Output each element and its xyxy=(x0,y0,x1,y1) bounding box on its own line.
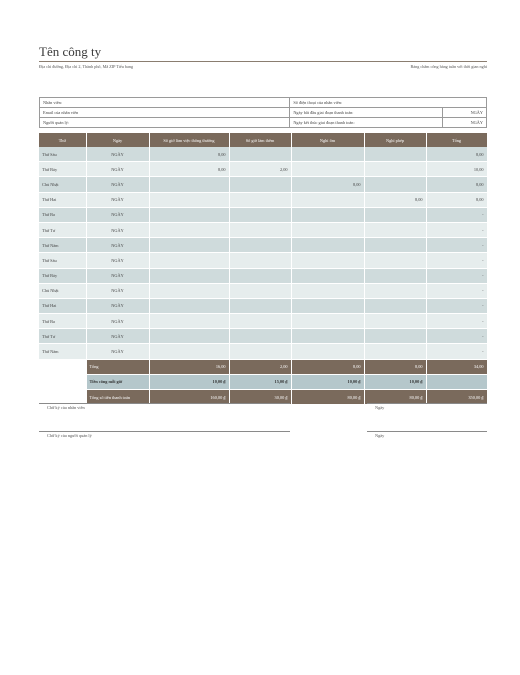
date-cell[interactable]: NGÀY xyxy=(86,283,149,298)
overtime-cell[interactable] xyxy=(229,177,291,192)
regular-hours-cell[interactable] xyxy=(149,298,229,313)
total-cell: 8,00 xyxy=(426,192,487,207)
vacation-cell[interactable] xyxy=(364,298,426,313)
date-cell[interactable]: NGÀY xyxy=(86,162,149,177)
sick-cell[interactable] xyxy=(291,298,364,313)
day-cell: Thứ Sáu xyxy=(39,147,86,162)
company-address: Địa chỉ đường, Địa chỉ 2, Thành phố, Mã ZIP Tiểu bang xyxy=(39,64,134,69)
sick-cell[interactable] xyxy=(291,207,364,222)
overtime-cell[interactable] xyxy=(229,329,291,344)
regular-hours-cell[interactable] xyxy=(149,253,229,268)
table-row xyxy=(39,298,487,313)
vacation-cell[interactable] xyxy=(364,238,426,253)
employee-phone-field[interactable]: Số điện thoại của nhân viên: xyxy=(290,98,487,108)
employee-info-table xyxy=(39,97,487,128)
day-cell: Chủ Nhật xyxy=(39,177,86,192)
sick-cell[interactable] xyxy=(291,283,364,298)
regular-hours-cell[interactable] xyxy=(149,268,229,283)
sick-cell[interactable] xyxy=(291,147,364,162)
column-header: Số giờ làm thêm xyxy=(229,133,291,147)
manager-date-line[interactable] xyxy=(367,431,487,432)
total-row xyxy=(39,359,487,374)
rate-label: Tiền công mỗi giờ xyxy=(86,374,149,389)
sick-cell[interactable] xyxy=(291,192,364,207)
total-cell: - xyxy=(426,298,487,313)
table-row xyxy=(39,344,487,359)
vacation-cell[interactable] xyxy=(364,268,426,283)
pay-cell: 160,00 ₫ xyxy=(149,390,229,405)
regular-hours-cell[interactable] xyxy=(149,207,229,222)
total-cell: 16,00 xyxy=(149,359,229,374)
overtime-cell[interactable] xyxy=(229,314,291,329)
total-cell: 8,00 xyxy=(291,359,364,374)
vacation-cell[interactable] xyxy=(364,283,426,298)
date-cell[interactable]: NGÀY xyxy=(86,222,149,237)
table-row xyxy=(39,192,487,207)
employee-date-label: Ngày xyxy=(375,405,385,410)
pay-cell: 350,00 ₫ xyxy=(426,390,487,405)
sick-cell[interactable] xyxy=(291,253,364,268)
day-cell: Thứ Hai xyxy=(39,192,86,207)
vacation-cell[interactable] xyxy=(364,344,426,359)
total-cell: - xyxy=(426,238,487,253)
pay-label: Tổng số tiền thanh toán xyxy=(86,390,149,405)
overtime-cell[interactable] xyxy=(229,207,291,222)
overtime-cell[interactable] xyxy=(229,283,291,298)
company-name: Tên công ty xyxy=(39,44,102,59)
manager-signature-label: Chữ ký của người quản lý xyxy=(47,433,92,438)
column-header: Thứ xyxy=(39,133,86,147)
rate-cell-empty xyxy=(426,374,487,389)
day-cell: Chủ Nhật xyxy=(39,283,86,298)
vacation-cell[interactable] xyxy=(364,177,426,192)
period-end-value[interactable]: NGÀY xyxy=(443,118,487,128)
overtime-cell[interactable]: 2,00 xyxy=(229,162,291,177)
employee-email-field[interactable]: Email của nhân viên xyxy=(40,108,290,118)
vacation-cell[interactable] xyxy=(364,162,426,177)
table-row xyxy=(39,314,487,329)
total-cell: 8,00 xyxy=(426,177,487,192)
summary-spacer xyxy=(39,359,86,374)
day-cell: Thứ Bảy xyxy=(39,162,86,177)
sick-cell[interactable] xyxy=(291,162,364,177)
table-row xyxy=(39,207,487,222)
table-row xyxy=(39,329,487,344)
regular-hours-cell[interactable] xyxy=(149,283,229,298)
rate-cell[interactable]: 15,00 ₫ xyxy=(229,374,291,389)
table-row xyxy=(39,253,487,268)
total-cell: - xyxy=(426,222,487,237)
day-cell: Thứ Hai xyxy=(39,298,86,313)
day-cell: Thứ Ba xyxy=(39,207,86,222)
day-cell: Thứ Bảy xyxy=(39,268,86,283)
column-header: Tổng xyxy=(426,133,487,147)
summary-spacer xyxy=(39,374,86,389)
vacation-cell[interactable] xyxy=(364,253,426,268)
employee-field[interactable]: Nhân viên: xyxy=(40,98,290,108)
regular-hours-cell[interactable] xyxy=(149,344,229,359)
rate-cell[interactable]: 10,00 ₫ xyxy=(149,374,229,389)
regular-hours-cell[interactable] xyxy=(149,177,229,192)
manager-date-label: Ngày xyxy=(375,433,385,438)
period-start-value[interactable]: NGÀY xyxy=(443,108,487,118)
vacation-cell[interactable] xyxy=(364,314,426,329)
vacation-cell[interactable]: 8,00 xyxy=(364,192,426,207)
overtime-cell[interactable] xyxy=(229,344,291,359)
total-label: Tổng xyxy=(86,359,149,374)
vacation-cell[interactable] xyxy=(364,207,426,222)
table-row xyxy=(39,222,487,237)
rate-row xyxy=(39,374,487,389)
regular-hours-cell[interactable] xyxy=(149,314,229,329)
timesheet-table xyxy=(39,133,488,405)
total-cell: - xyxy=(426,344,487,359)
sick-cell[interactable]: 8,00 xyxy=(291,177,364,192)
day-cell: Thứ Tư xyxy=(39,222,86,237)
date-cell[interactable]: NGÀY xyxy=(86,268,149,283)
vacation-cell[interactable] xyxy=(364,222,426,237)
manager-signature-line[interactable] xyxy=(39,431,290,432)
regular-hours-cell[interactable]: 8,00 xyxy=(149,162,229,177)
document-subtitle: Bảng chấm công hàng tuần với thời gian nghỉ xyxy=(410,64,487,69)
regular-hours-cell[interactable] xyxy=(149,222,229,237)
date-cell[interactable]: NGÀY xyxy=(86,177,149,192)
vacation-cell[interactable] xyxy=(364,147,426,162)
regular-hours-cell[interactable]: 8,00 xyxy=(149,147,229,162)
regular-hours-cell[interactable] xyxy=(149,238,229,253)
total-cell: 34,00 xyxy=(426,359,487,374)
overtime-cell[interactable] xyxy=(229,222,291,237)
day-cell: Thứ Tư xyxy=(39,329,86,344)
day-cell: Thứ Năm xyxy=(39,238,86,253)
table-row xyxy=(39,147,487,162)
pay-cell: 80,00 ₫ xyxy=(364,390,426,405)
date-cell[interactable]: NGÀY xyxy=(86,147,149,162)
vacation-cell[interactable] xyxy=(364,329,426,344)
sick-cell[interactable] xyxy=(291,344,364,359)
total-cell: - xyxy=(426,268,487,283)
total-cell: - xyxy=(426,207,487,222)
overtime-cell[interactable] xyxy=(229,268,291,283)
rate-cell[interactable]: 10,00 ₫ xyxy=(364,374,426,389)
total-cell: 2,00 xyxy=(229,359,291,374)
period-start-label: Ngày bắt đầu giai đoạn thanh toán: xyxy=(290,108,443,118)
total-cell: 8,00 xyxy=(364,359,426,374)
table-header-row xyxy=(39,133,487,147)
sick-cell[interactable] xyxy=(291,238,364,253)
table-row xyxy=(39,238,487,253)
employee-signature-label: Chữ ký của nhân viên xyxy=(47,405,85,410)
period-end-label: Ngày kết thúc giai đoạn thanh toán: xyxy=(290,118,443,128)
date-cell[interactable]: NGÀY xyxy=(86,298,149,313)
total-cell: - xyxy=(426,329,487,344)
overtime-cell[interactable] xyxy=(229,147,291,162)
pay-cell: 80,00 ₫ xyxy=(291,390,364,405)
sick-cell[interactable] xyxy=(291,314,364,329)
table-row xyxy=(39,177,487,192)
manager-field[interactable]: Người quản lý: xyxy=(40,118,290,128)
overtime-cell[interactable] xyxy=(229,253,291,268)
pay-cell: 30,00 ₫ xyxy=(229,390,291,405)
sick-cell[interactable] xyxy=(291,329,364,344)
employee-date-line[interactable] xyxy=(367,403,487,404)
overtime-cell[interactable] xyxy=(229,192,291,207)
column-header: Số giờ làm việc thông thường xyxy=(149,133,229,147)
date-cell[interactable]: NGÀY xyxy=(86,253,149,268)
sick-cell[interactable] xyxy=(291,222,364,237)
overtime-cell[interactable] xyxy=(229,298,291,313)
day-cell: Thứ Năm xyxy=(39,344,86,359)
column-header: Nghỉ phép xyxy=(364,133,426,147)
table-row xyxy=(39,268,487,283)
total-cell: 8,00 xyxy=(426,147,487,162)
total-cell: 10,00 xyxy=(426,162,487,177)
regular-hours-cell[interactable] xyxy=(149,329,229,344)
rate-cell[interactable]: 10,00 ₫ xyxy=(291,374,364,389)
employee-signature-line[interactable] xyxy=(39,403,290,404)
date-cell[interactable]: NGÀY xyxy=(86,344,149,359)
total-cell: - xyxy=(426,283,487,298)
date-cell[interactable]: NGÀY xyxy=(86,329,149,344)
overtime-cell[interactable] xyxy=(229,238,291,253)
header-divider xyxy=(39,61,487,62)
table-row xyxy=(39,162,487,177)
day-cell: Thứ Sáu xyxy=(39,253,86,268)
date-cell[interactable]: NGÀY xyxy=(86,238,149,253)
date-cell[interactable]: NGÀY xyxy=(86,192,149,207)
table-row xyxy=(39,283,487,298)
column-header: Nghỉ ốm xyxy=(291,133,364,147)
date-cell[interactable]: NGÀY xyxy=(86,207,149,222)
day-cell: Thứ Ba xyxy=(39,314,86,329)
total-cell: - xyxy=(426,314,487,329)
total-cell: - xyxy=(426,253,487,268)
sick-cell[interactable] xyxy=(291,268,364,283)
regular-hours-cell[interactable] xyxy=(149,192,229,207)
date-cell[interactable]: NGÀY xyxy=(86,314,149,329)
column-header: Ngày xyxy=(86,133,149,147)
